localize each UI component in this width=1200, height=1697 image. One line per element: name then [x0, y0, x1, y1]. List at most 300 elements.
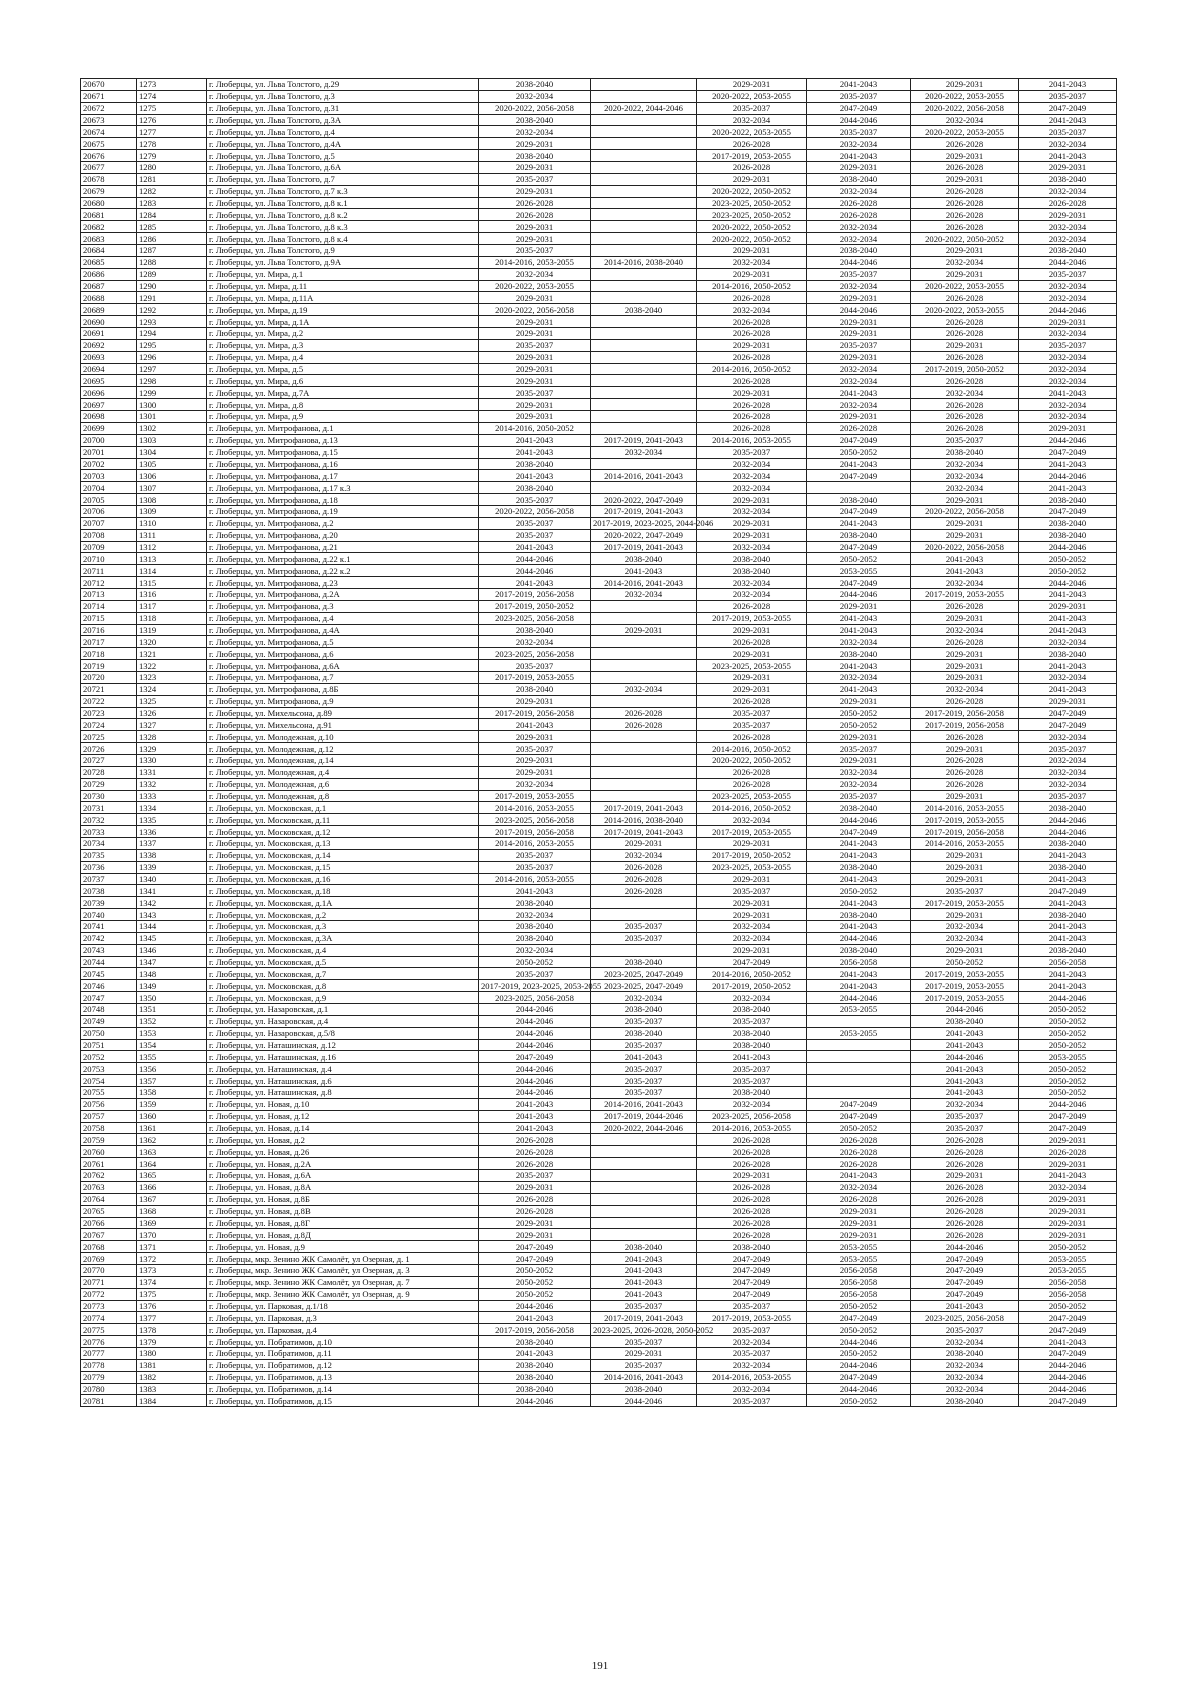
row-id-cell: 20761	[81, 1158, 137, 1170]
period-cell-3: 2029-2031	[697, 873, 807, 885]
period-cell-6: 2035-2037	[1019, 90, 1117, 102]
row-id-cell: 20692	[81, 339, 137, 351]
row-number-cell: 1348	[137, 968, 207, 980]
period-cell-1: 2020-2022, 2056-2058	[479, 102, 591, 114]
period-cell-2	[591, 79, 697, 91]
period-cell-3: 2023-2025, 2050-2052	[697, 197, 807, 209]
period-cell-4: 2041-2043	[807, 660, 911, 672]
period-cell-5: 2017-2019, 2053-2055	[911, 814, 1019, 826]
period-cell-4: 2041-2043	[807, 897, 911, 909]
period-cell-6: 2029-2031	[1019, 695, 1117, 707]
period-cell-3: 2032-2034	[697, 470, 807, 482]
period-cell-1: 2026-2028	[479, 1134, 591, 1146]
table-row	[81, 624, 1117, 636]
row-number-cell: 1319	[137, 624, 207, 636]
period-cell-3: 2029-2031	[697, 683, 807, 695]
row-number-cell: 1374	[137, 1276, 207, 1288]
period-cell-3: 2014-2016, 2053-2055	[697, 434, 807, 446]
period-cell-4: 2044-2046	[807, 992, 911, 1004]
period-cell-3: 2035-2037	[697, 102, 807, 114]
period-cell-4: 2041-2043	[807, 838, 911, 850]
period-cell-2: 2020-2022, 2044-2046	[591, 102, 697, 114]
address-cell: г. Люберцы, ул. Льва Толстого, д.31	[207, 102, 479, 114]
table-row	[81, 743, 1117, 755]
period-cell-6: 2047-2049	[1019, 1347, 1117, 1359]
period-cell-4: 2041-2043	[807, 458, 911, 470]
row-id-cell: 20676	[81, 150, 137, 162]
period-cell-1: 2044-2046	[479, 1039, 591, 1051]
row-id-cell: 20704	[81, 482, 137, 494]
period-cell-6: 2029-2031	[1019, 1158, 1117, 1170]
period-cell-5: 2038-2040	[911, 1015, 1019, 1027]
row-id-cell: 20700	[81, 434, 137, 446]
table-row	[81, 932, 1117, 944]
period-cell-6: 2035-2037	[1019, 268, 1117, 280]
period-cell-6: 2029-2031	[1019, 422, 1117, 434]
period-cell-1: 2032-2034	[479, 90, 591, 102]
table-row	[81, 1324, 1117, 1336]
period-cell-3: 2032-2034	[697, 505, 807, 517]
table-row	[81, 114, 1117, 126]
row-number-cell: 1336	[137, 826, 207, 838]
period-cell-2: 2041-2043	[591, 1288, 697, 1300]
period-cell-6: 2029-2031	[1019, 1229, 1117, 1241]
period-cell-4: 2053-2055	[807, 1253, 911, 1265]
period-cell-4: 2047-2049	[807, 1098, 911, 1110]
table-row	[81, 897, 1117, 909]
period-cell-2: 2026-2028	[591, 719, 697, 731]
address-cell: г. Люберцы, ул. Московская, д.12	[207, 826, 479, 838]
period-cell-2	[591, 114, 697, 126]
address-cell: г. Люберцы, ул. Митрофанова, д.4А	[207, 624, 479, 636]
row-number-cell: 1339	[137, 861, 207, 873]
period-cell-2: 2035-2037	[591, 1359, 697, 1371]
period-cell-1: 2023-2025, 2056-2058	[479, 814, 591, 826]
period-cell-5: 2041-2043	[911, 1039, 1019, 1051]
period-cell-5: 2032-2034	[911, 482, 1019, 494]
table-row	[81, 304, 1117, 316]
period-cell-2	[591, 268, 697, 280]
period-cell-2	[591, 1134, 697, 1146]
period-cell-3: 2029-2031	[697, 387, 807, 399]
row-number-cell: 1290	[137, 280, 207, 292]
period-cell-2	[591, 458, 697, 470]
row-number-cell: 1321	[137, 648, 207, 660]
row-number-cell: 1311	[137, 529, 207, 541]
period-cell-5: 2017-2019, 2056-2058	[911, 719, 1019, 731]
period-cell-1: 2029-2031	[479, 162, 591, 174]
row-id-cell: 20723	[81, 707, 137, 719]
row-id-cell: 20765	[81, 1205, 137, 1217]
period-cell-4: 2026-2028	[807, 422, 911, 434]
period-cell-2	[591, 209, 697, 221]
row-number-cell: 1302	[137, 422, 207, 434]
period-cell-1: 2032-2034	[479, 944, 591, 956]
period-cell-1: 2020-2022, 2053-2055	[479, 280, 591, 292]
row-id-cell: 20719	[81, 660, 137, 672]
period-cell-2: 2014-2016, 2041-2043	[591, 1098, 697, 1110]
period-cell-4: 2041-2043	[807, 624, 911, 636]
period-cell-5: 2026-2028	[911, 778, 1019, 790]
row-id-cell: 20756	[81, 1098, 137, 1110]
period-cell-2: 2014-2016, 2041-2043	[591, 577, 697, 589]
period-cell-3: 2014-2016, 2050-2052	[697, 743, 807, 755]
period-cell-1: 2026-2028	[479, 1146, 591, 1158]
period-cell-2: 2038-2040	[591, 956, 697, 968]
period-cell-3: 2032-2034	[697, 482, 807, 494]
period-cell-1: 2017-2019, 2056-2058	[479, 707, 591, 719]
period-cell-5: 2041-2043	[911, 1300, 1019, 1312]
period-cell-3: 2026-2028	[697, 766, 807, 778]
period-cell-6: 2041-2043	[1019, 932, 1117, 944]
row-id-cell: 20714	[81, 600, 137, 612]
period-cell-3: 2047-2049	[697, 956, 807, 968]
row-id-cell: 20734	[81, 838, 137, 850]
period-cell-5: 2038-2040	[911, 1395, 1019, 1407]
period-cell-3: 2014-2016, 2050-2052	[697, 968, 807, 980]
period-cell-6: 2050-2052	[1019, 1063, 1117, 1075]
table-row	[81, 1276, 1117, 1288]
period-cell-2: 2035-2037	[591, 921, 697, 933]
period-cell-2	[591, 162, 697, 174]
period-cell-5: 2029-2031	[911, 790, 1019, 802]
row-number-cell: 1295	[137, 339, 207, 351]
table-row	[81, 79, 1117, 91]
table-row	[81, 316, 1117, 328]
row-number-cell: 1376	[137, 1300, 207, 1312]
period-cell-3: 2029-2031	[697, 517, 807, 529]
period-cell-3: 2026-2028	[697, 1134, 807, 1146]
period-cell-5: 2023-2025, 2056-2058	[911, 1312, 1019, 1324]
period-cell-4: 2038-2040	[807, 861, 911, 873]
period-cell-5: 2026-2028	[911, 766, 1019, 778]
period-cell-2	[591, 363, 697, 375]
period-cell-5: 2026-2028	[911, 1193, 1019, 1205]
address-cell: г. Люберцы, ул. Митрофанова, д.7	[207, 671, 479, 683]
period-cell-5: 2026-2028	[911, 209, 1019, 221]
row-id-cell: 20730	[81, 790, 137, 802]
period-cell-1: 2014-2016, 2050-2052	[479, 422, 591, 434]
period-cell-6: 2038-2040	[1019, 173, 1117, 185]
table-row	[81, 470, 1117, 482]
period-cell-1: 2035-2037	[479, 660, 591, 672]
period-cell-2: 2017-2019, 2041-2043	[591, 802, 697, 814]
address-cell: г. Люберцы, ул. Московская, д.8	[207, 980, 479, 992]
row-id-cell: 20760	[81, 1146, 137, 1158]
period-cell-6: 2053-2055	[1019, 1051, 1117, 1063]
row-number-cell: 1301	[137, 411, 207, 423]
period-cell-1: 2044-2046	[479, 1027, 591, 1039]
period-cell-1: 2044-2046	[479, 1063, 591, 1075]
address-cell: г. Люберцы, ул. Побратимов, д.15	[207, 1395, 479, 1407]
table-row	[81, 280, 1117, 292]
table-row	[81, 1039, 1117, 1051]
table-row	[81, 612, 1117, 624]
period-cell-6: 2047-2049	[1019, 505, 1117, 517]
period-cell-3: 2026-2028	[697, 1181, 807, 1193]
period-cell-4	[807, 1051, 911, 1063]
period-cell-4: 2026-2028	[807, 209, 911, 221]
period-cell-6: 2041-2043	[1019, 624, 1117, 636]
address-cell: г. Люберцы, ул. Московская, д.4	[207, 944, 479, 956]
table-row	[81, 565, 1117, 577]
period-cell-3: 2032-2034	[697, 588, 807, 600]
period-cell-2: 2035-2037	[591, 1039, 697, 1051]
period-cell-5: 2026-2028	[911, 328, 1019, 340]
period-cell-5: 2014-2016, 2053-2055	[911, 838, 1019, 850]
period-cell-5: 2035-2037	[911, 1110, 1019, 1122]
period-cell-5: 2032-2034	[911, 1098, 1019, 1110]
period-cell-4: 2044-2046	[807, 588, 911, 600]
period-cell-4: 2038-2040	[807, 909, 911, 921]
address-cell: г. Люберцы, мкр. Зенино ЖК Самолёт, ул Озерная, д. 9	[207, 1288, 479, 1300]
period-cell-5: 2026-2028	[911, 1134, 1019, 1146]
table-row	[81, 1146, 1117, 1158]
table-row	[81, 1027, 1117, 1039]
period-cell-3: 2029-2031	[697, 339, 807, 351]
address-cell: г. Люберцы, ул. Молодежная, д.4	[207, 766, 479, 778]
period-cell-5: 2026-2028	[911, 197, 1019, 209]
period-cell-1: 2041-2043	[479, 885, 591, 897]
row-id-cell: 20754	[81, 1075, 137, 1087]
period-cell-4: 2032-2034	[807, 221, 911, 233]
period-cell-4: 2032-2034	[807, 766, 911, 778]
table-row	[81, 256, 1117, 268]
table-row	[81, 1063, 1117, 1075]
row-number-cell: 1349	[137, 980, 207, 992]
row-number-cell: 1381	[137, 1359, 207, 1371]
period-cell-1: 2017-2019, 2053-2055	[479, 671, 591, 683]
row-number-cell: 1384	[137, 1395, 207, 1407]
address-cell: г. Люберцы, ул. Льва Толстого, д.29	[207, 79, 479, 91]
row-id-cell: 20698	[81, 411, 137, 423]
address-cell: г. Люберцы, ул. Побратимов, д.11	[207, 1347, 479, 1359]
period-cell-1: 2050-2052	[479, 956, 591, 968]
row-number-cell: 1341	[137, 885, 207, 897]
table-row	[81, 1205, 1117, 1217]
period-cell-4: 2047-2049	[807, 434, 911, 446]
period-cell-6: 2041-2043	[1019, 79, 1117, 91]
row-id-cell: 20758	[81, 1122, 137, 1134]
period-cell-1: 2032-2034	[479, 636, 591, 648]
period-cell-3: 2026-2028	[697, 138, 807, 150]
period-cell-2	[591, 636, 697, 648]
period-cell-6: 2050-2052	[1019, 565, 1117, 577]
address-cell: г. Люберцы, ул. Митрофанова, д.9	[207, 695, 479, 707]
period-cell-5: 2029-2031	[911, 612, 1019, 624]
row-id-cell: 20767	[81, 1229, 137, 1241]
address-cell: г. Люберцы, ул. Мира, д.4	[207, 351, 479, 363]
row-id-cell: 20727	[81, 754, 137, 766]
row-id-cell: 20750	[81, 1027, 137, 1039]
table-row	[81, 1217, 1117, 1229]
table-row	[81, 719, 1117, 731]
row-id-cell: 20681	[81, 209, 137, 221]
period-cell-6: 2041-2043	[1019, 588, 1117, 600]
period-cell-6: 2050-2052	[1019, 1087, 1117, 1099]
period-cell-4: 2041-2043	[807, 1170, 911, 1182]
row-number-cell: 1317	[137, 600, 207, 612]
period-cell-2	[591, 150, 697, 162]
period-cell-3: 2017-2019, 2053-2055	[697, 150, 807, 162]
period-cell-1: 2014-2016, 2053-2055	[479, 256, 591, 268]
table-row	[81, 173, 1117, 185]
row-number-cell: 1350	[137, 992, 207, 1004]
period-cell-2: 2020-2022, 2047-2049	[591, 494, 697, 506]
table-row	[81, 1264, 1117, 1276]
period-cell-6: 2041-2043	[1019, 921, 1117, 933]
row-number-cell: 1333	[137, 790, 207, 802]
period-cell-2	[591, 351, 697, 363]
row-number-cell: 1312	[137, 541, 207, 553]
period-cell-3: 2026-2028	[697, 316, 807, 328]
period-cell-2: 2029-2031	[591, 624, 697, 636]
period-cell-4: 2041-2043	[807, 387, 911, 399]
row-id-cell: 20694	[81, 363, 137, 375]
row-number-cell: 1306	[137, 470, 207, 482]
address-cell: г. Люберцы, ул. Мира, д.9	[207, 411, 479, 423]
row-id-cell: 20781	[81, 1395, 137, 1407]
period-cell-5: 2032-2034	[911, 1336, 1019, 1348]
period-cell-2: 2023-2025, 2047-2049	[591, 968, 697, 980]
period-cell-3: 2026-2028	[697, 695, 807, 707]
period-cell-4: 2050-2052	[807, 1395, 911, 1407]
period-cell-3: 2038-2040	[697, 565, 807, 577]
row-number-cell: 1294	[137, 328, 207, 340]
period-cell-3: 2023-2025, 2053-2055	[697, 790, 807, 802]
period-cell-1: 2038-2040	[479, 114, 591, 126]
period-cell-1: 2047-2049	[479, 1241, 591, 1253]
table-row	[81, 588, 1117, 600]
row-number-cell: 1327	[137, 719, 207, 731]
period-cell-3: 2014-2016, 2050-2052	[697, 280, 807, 292]
row-id-cell: 20738	[81, 885, 137, 897]
period-cell-3: 2032-2034	[697, 577, 807, 589]
period-cell-5: 2032-2034	[911, 932, 1019, 944]
row-id-cell: 20707	[81, 517, 137, 529]
table-row	[81, 790, 1117, 802]
period-cell-1: 2026-2028	[479, 1158, 591, 1170]
address-cell: г. Люберцы, ул. Новая, д.8В	[207, 1205, 479, 1217]
period-cell-3: 2035-2037	[697, 719, 807, 731]
table-row	[81, 1395, 1117, 1407]
period-cell-1: 2038-2040	[479, 79, 591, 91]
period-cell-4: 2029-2031	[807, 1205, 911, 1217]
period-cell-6: 2041-2043	[1019, 1336, 1117, 1348]
period-cell-2	[591, 245, 697, 257]
period-cell-2	[591, 197, 697, 209]
address-cell: г. Люберцы, ул. Михельсона, д.91	[207, 719, 479, 731]
period-cell-6: 2029-2031	[1019, 162, 1117, 174]
table-row	[81, 209, 1117, 221]
period-cell-2	[591, 731, 697, 743]
period-cell-2	[591, 482, 697, 494]
period-cell-5: 2026-2028	[911, 422, 1019, 434]
period-cell-2: 2020-2022, 2047-2049	[591, 529, 697, 541]
period-cell-2: 2041-2043	[591, 1276, 697, 1288]
period-cell-5: 2035-2037	[911, 885, 1019, 897]
period-cell-6: 2041-2043	[1019, 683, 1117, 695]
row-id-cell: 20769	[81, 1253, 137, 1265]
period-cell-2	[591, 1229, 697, 1241]
row-id-cell: 20720	[81, 671, 137, 683]
period-cell-4: 2047-2049	[807, 1110, 911, 1122]
row-id-cell: 20763	[81, 1181, 137, 1193]
period-cell-6: 2032-2034	[1019, 363, 1117, 375]
period-cell-3: 2026-2028	[697, 1229, 807, 1241]
period-cell-4: 2041-2043	[807, 980, 911, 992]
period-cell-4: 2029-2031	[807, 411, 911, 423]
period-cell-2	[591, 648, 697, 660]
period-cell-6: 2032-2034	[1019, 375, 1117, 387]
period-cell-1: 2029-2031	[479, 695, 591, 707]
period-cell-2	[591, 671, 697, 683]
period-cell-4: 2041-2043	[807, 921, 911, 933]
period-cell-2	[591, 126, 697, 138]
period-cell-2: 2038-2040	[591, 1383, 697, 1395]
row-number-cell: 1287	[137, 245, 207, 257]
period-cell-3: 2023-2025, 2050-2052	[697, 209, 807, 221]
period-cell-5: 2050-2052	[911, 956, 1019, 968]
period-cell-3: 2029-2031	[697, 648, 807, 660]
period-cell-6: 2035-2037	[1019, 743, 1117, 755]
period-cell-1: 2017-2019, 2056-2058	[479, 826, 591, 838]
row-id-cell: 20745	[81, 968, 137, 980]
row-id-cell: 20764	[81, 1193, 137, 1205]
period-cell-2: 2014-2016, 2038-2040	[591, 256, 697, 268]
address-cell: г. Люберцы, ул. Побратимов, д.13	[207, 1371, 479, 1383]
row-number-cell: 1371	[137, 1241, 207, 1253]
period-cell-6: 2047-2049	[1019, 1122, 1117, 1134]
period-cell-4	[807, 1087, 911, 1099]
period-cell-5: 2032-2034	[911, 1383, 1019, 1395]
period-cell-3: 2017-2019, 2050-2052	[697, 980, 807, 992]
period-cell-6: 2047-2049	[1019, 102, 1117, 114]
period-cell-5: 2026-2028	[911, 1217, 1019, 1229]
row-id-cell: 20674	[81, 126, 137, 138]
table-row	[81, 861, 1117, 873]
row-number-cell: 1375	[137, 1288, 207, 1300]
table-row	[81, 707, 1117, 719]
row-number-cell: 1361	[137, 1122, 207, 1134]
period-cell-5: 2029-2031	[911, 79, 1019, 91]
period-cell-4: 2050-2052	[807, 1324, 911, 1336]
period-cell-6: 2041-2043	[1019, 873, 1117, 885]
period-cell-5: 2026-2028	[911, 1181, 1019, 1193]
period-cell-3: 2029-2031	[697, 494, 807, 506]
period-cell-2: 2017-2019, 2041-2043	[591, 1312, 697, 1324]
period-cell-4: 2035-2037	[807, 743, 911, 755]
period-cell-5: 2020-2022, 2053-2055	[911, 90, 1019, 102]
row-number-cell: 1323	[137, 671, 207, 683]
table-row	[81, 268, 1117, 280]
row-number-cell: 1382	[137, 1371, 207, 1383]
period-cell-3: 2047-2049	[697, 1276, 807, 1288]
address-cell: г. Люберцы, ул. Мира, д.19	[207, 304, 479, 316]
table-row	[81, 1312, 1117, 1324]
address-cell: г. Люберцы, ул. Мира, д.2	[207, 328, 479, 340]
period-cell-4: 2044-2046	[807, 932, 911, 944]
address-cell: г. Люберцы, ул. Митрофанова, д.4	[207, 612, 479, 624]
row-id-cell: 20711	[81, 565, 137, 577]
period-cell-2	[591, 790, 697, 802]
address-cell: г. Люберцы, ул. Льва Толстого, д.8 к.3	[207, 221, 479, 233]
period-cell-4: 2047-2049	[807, 470, 911, 482]
table-row	[81, 162, 1117, 174]
period-cell-1: 2041-2043	[479, 470, 591, 482]
row-id-cell: 20725	[81, 731, 137, 743]
table-row	[81, 980, 1117, 992]
